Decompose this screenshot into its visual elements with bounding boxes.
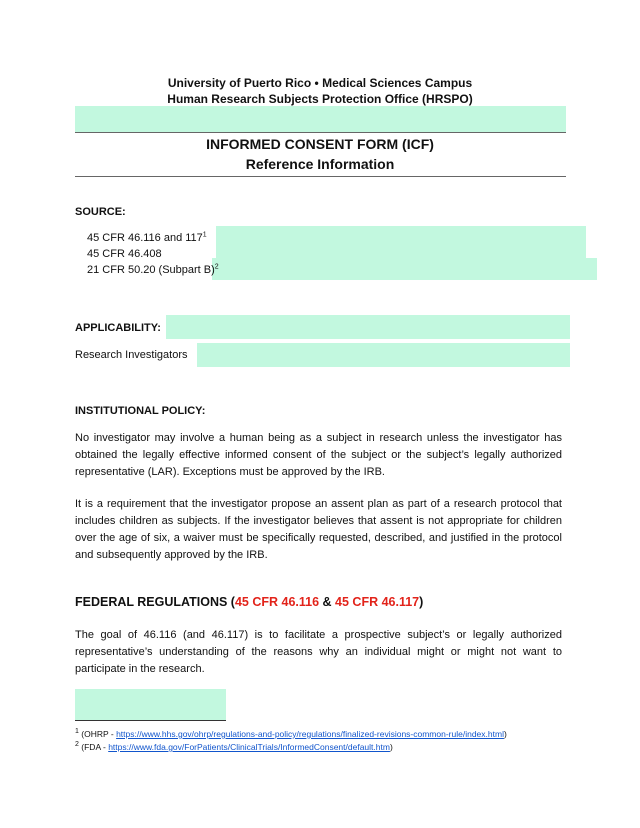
form-title: INFORMED CONSENT FORM (ICF) [206, 136, 434, 152]
source-item: 45 CFR 46.408 [87, 248, 162, 260]
header-rule-top [75, 132, 566, 133]
footnote-rule [75, 720, 226, 721]
policy-label: INSTITUTIONAL POLICY: [75, 405, 206, 417]
federal-paragraph: The goal of 46.116 (and 46.117) is to facilitate a prospective subject’s or legally authorized representative’s understanding of the reasons why an individual might or might not want to participate in the research. [75, 629, 562, 675]
institution-header [0, 76, 640, 91]
university-name: University of Puerto Rico [167, 76, 312, 90]
source-label: SOURCE: [75, 206, 126, 218]
footnote-1: $^1$ (OHRP - https://www.hhs.gov/ohrp/regulations-and-policy/regulations/finalized-revisions-common-rule/index.html) [75, 728, 507, 739]
applicability-label: APPLICABILITY: [75, 322, 161, 334]
form-subtitle: Reference Information [245, 156, 395, 172]
office-name: Human Research Subjects Protection Office (HRSPO) [167, 92, 473, 106]
highlight-box [75, 106, 566, 132]
campus-name: Medical Sciences Campus [322, 76, 473, 90]
policy-paragraph-1: No investigator may involve a human being as a subject in research unless the investigator has obtained the legally effective informed consent of the subject or the subject’s legally authorized representative (LAR). Exceptions must be approved by the IRB. [75, 432, 562, 478]
footnote-2: $^2$ (FDA - https://www.fda.gov/ForPatients/ClinicalTrials/InformedConsent/default.htm) [75, 741, 393, 752]
ohrp-link[interactable]: https://www.hhs.gov/ohrp/regulations-and-policy/regulations/finalized-revisions-common-rule/index.html [116, 729, 504, 739]
highlight-box [216, 226, 586, 258]
highlight-box [166, 315, 570, 339]
reference-46-116: 45 CFR 46.116 [234, 595, 320, 609]
header-rule-bottom [75, 176, 566, 177]
applicability-value: Research Investigators [75, 349, 188, 361]
separator-dot: • [314, 76, 319, 90]
highlight-box [75, 689, 226, 720]
federal-regulations-heading: FEDERAL REGULATIONS (45 CFR 46.116 & 45 CFR 46.117) [75, 595, 424, 609]
fda-link[interactable]: https://www.fda.gov/ForPatients/ClinicalTrials/InformedConsent/default.htm [108, 742, 390, 752]
highlight-box [212, 258, 597, 280]
source-item: 45 CFR 46.116 and $117^1$ [87, 231, 207, 244]
policy-paragraph-2: It is a requirement that the investigator propose an assent plan as part of a research protocol that includes children as subjects. If the investigator believes that assent is not appropriate for children over the age of six, a waiver must be specifically requested, described, and justified in the protocol and subsequently approved by the IRB. [75, 498, 562, 561]
source-item: 21 CFR 50.20 (Subpart B)$^2$ [87, 263, 219, 276]
highlight-box [197, 343, 570, 367]
reference-46-117: 45 CFR 46.117 [335, 595, 420, 609]
